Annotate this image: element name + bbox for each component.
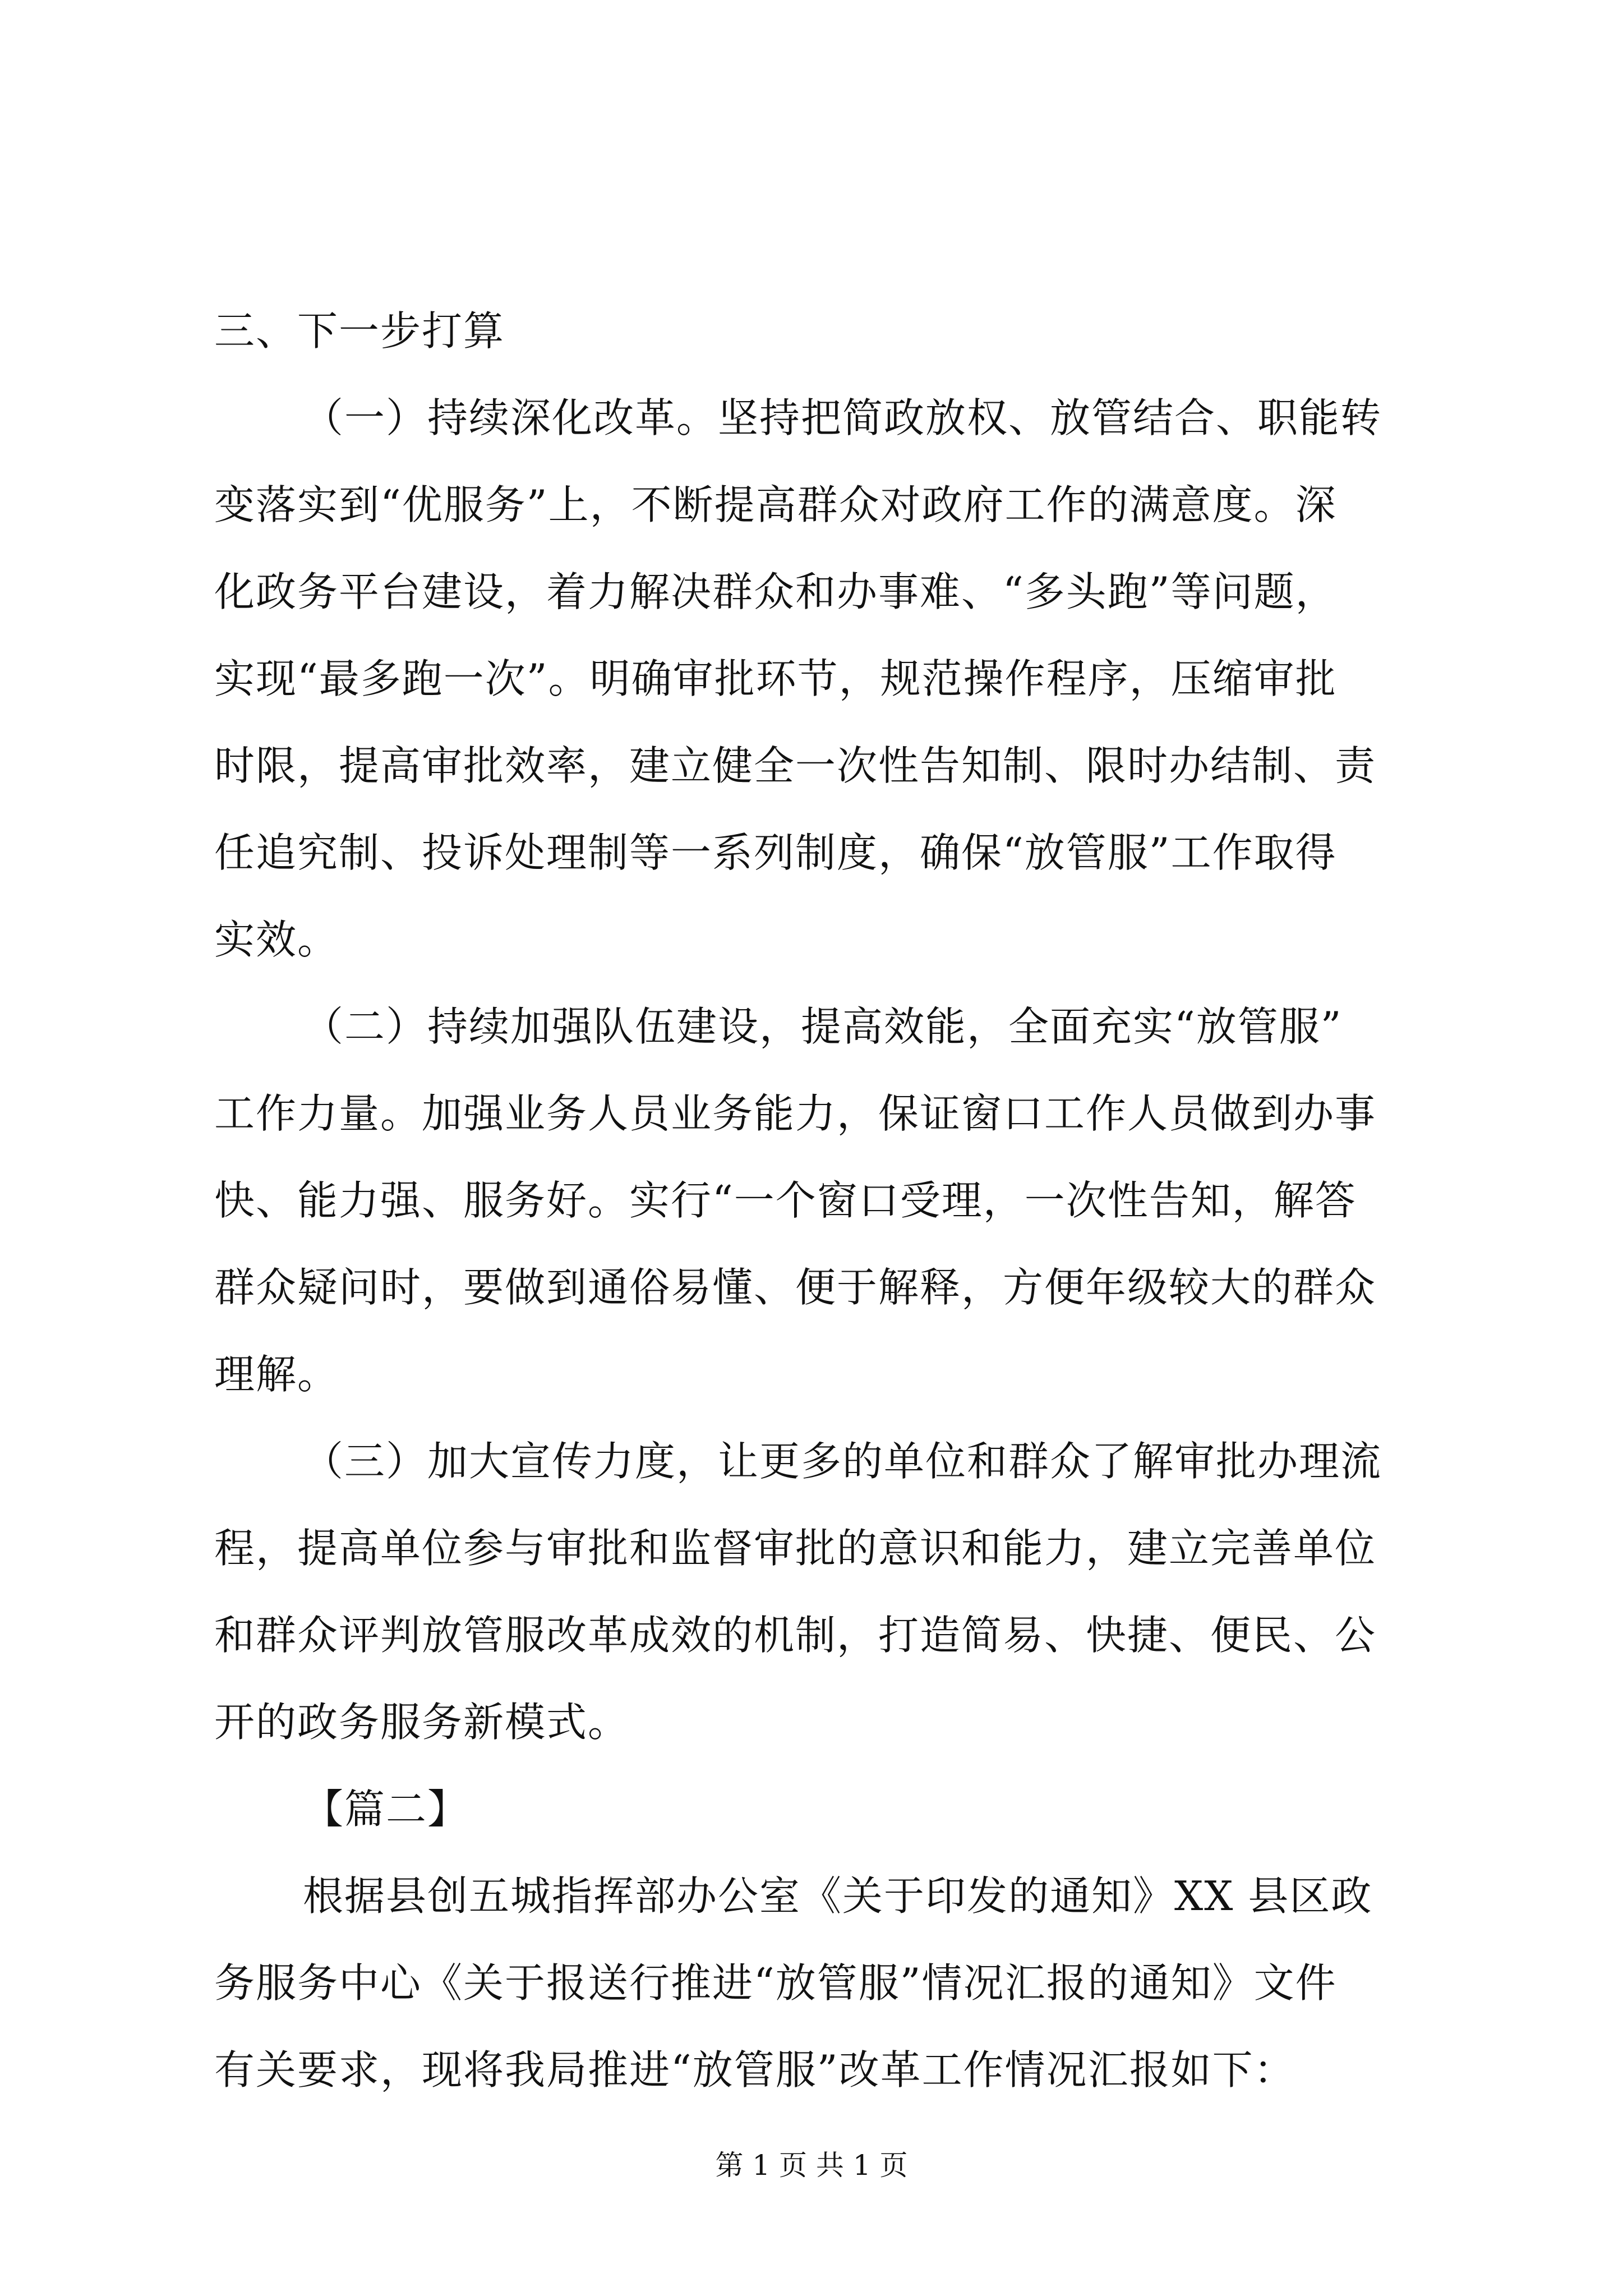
- paragraph-line: 时限，提高审批效率，建立健全一次性告知制、限时办结制、责: [214, 742, 1377, 789]
- paragraph-line: 实效。: [214, 916, 339, 963]
- paragraph-line: （三）加大宣传力度，让更多的单位和群众了解审批办理流: [303, 1438, 1382, 1485]
- section-title: 【篇二】: [303, 1786, 469, 1833]
- paragraph-line: 实现“最多跑一次”。明确审批环节，规范操作程序，压缩审批: [214, 655, 1337, 702]
- paragraph-line: 有关要求，现将我局推进“放管服”改革工作情况汇报如下：: [214, 2046, 1295, 2093]
- paragraph-line: 群众疑问时，要做到通俗易懂、便于解释，方便年级较大的群众: [214, 1264, 1377, 1311]
- paragraph-line: 根据县创五城指挥部办公室《关于印发的通知》XX 县区政: [303, 1872, 1373, 1920]
- paragraph-line: 任追究制、投诉处理制等一系列制度，确保“放管服”工作取得: [214, 829, 1337, 876]
- paragraph-line: 务服务中心《关于报送行推进“放管服”情况汇报的通知》文件: [214, 1959, 1337, 2007]
- paragraph-line: 理解。: [214, 1351, 339, 1398]
- paragraph-line: 程，提高单位参与审批和监督审批的意识和能力，建立完善单位: [214, 1525, 1377, 1572]
- paragraph-line: 和群众评判放管服改革成效的机制，打造简易、快捷、便民、公: [214, 1612, 1377, 1659]
- section-heading: 三、下一步打算: [214, 307, 505, 355]
- paragraph-line: 工作力量。加强业务人员业务能力，保证窗口工作人员做到办事: [214, 1090, 1377, 1137]
- paragraph-line: （二）持续加强队伍建设，提高效能，全面充实“放管服”: [303, 1003, 1343, 1050]
- paragraph-line: 快、能力强、服务好。实行“一个窗口受理，一次性告知，解答: [214, 1177, 1357, 1224]
- paragraph-line: 化政务平台建设，着力解决群众和办事难、“多头跑”等问题，: [214, 568, 1337, 615]
- paragraph-line: 开的政务服务新模式。: [214, 1699, 630, 1746]
- paragraph-line: （一）持续深化改革。坚持把简政放权、放管结合、职能转: [303, 394, 1382, 441]
- paragraph-line: 变落实到“优服务”上，不断提高群众对政府工作的满意度。深: [214, 481, 1337, 528]
- page-footer: 第 1 页 共 1 页: [715, 2149, 908, 2182]
